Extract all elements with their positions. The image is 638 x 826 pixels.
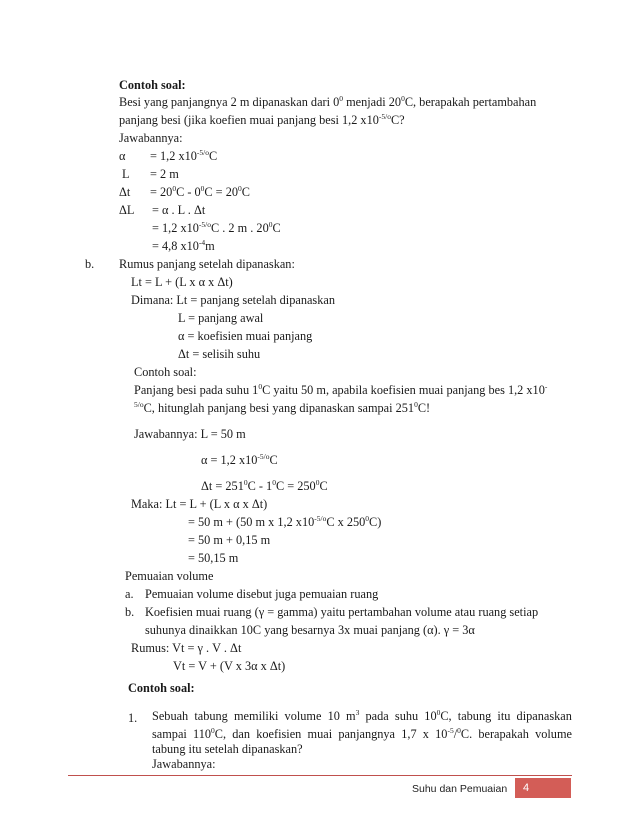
equation-line: = α . L . Δt: [152, 203, 206, 217]
list-marker: b.: [125, 605, 135, 619]
list-marker: a.: [125, 587, 134, 601]
equation-line: = 1,2 $x10^{-5/o}C$: [150, 148, 218, 163]
length-symbol: L: [122, 167, 130, 181]
formula: Vt = V + (V x 3α x Δt): [173, 659, 286, 673]
list-marker: b.: [85, 257, 95, 271]
example-heading: Contoh soal:: [134, 365, 197, 379]
definition-line: Δt = selisih suhu: [178, 347, 261, 361]
equation-line: = $20^0C - 0^0C = 20^0C$: [150, 184, 250, 199]
equation-line: = 2 m: [150, 167, 179, 181]
list-item-text: Koefisien muai ruang (γ = gamma) yaitu pertambahan volume atau ruang setiap: [145, 605, 539, 619]
problem-line: Jawabannya:: [152, 757, 216, 771]
problem-line: tabung itu setelah dipanaskan?: [152, 742, 303, 756]
equation-line: $\Delta t = 251^0C - 1^0C = 250^0C$: [201, 478, 328, 493]
formula: Lt = L + (L x α x Δt): [131, 275, 233, 289]
example-heading: Contoh soal:: [128, 681, 195, 695]
problem-line: sampai $110^0C$, dan koefisien muai panjangnya 1,7 x $10^{-5}/^0C$. berapakah volume: [152, 726, 572, 741]
equation-line: = 50,15 m: [188, 551, 239, 565]
page-number: 4: [515, 778, 571, 798]
equation-line: = 50 m + 0,15 m: [188, 533, 271, 547]
section-title: Rumus panjang setelah dipanaskan:: [119, 257, 295, 271]
alpha-symbol: α: [119, 149, 126, 163]
answer-label: Jawabannya:: [119, 131, 183, 145]
list-item-text: Pemuaian volume disebut juga pemuaian ruang: [145, 587, 379, 601]
question-line: panjang besi (jika koefien muai panjang besi 1,2 $x10^{-5/o}C$?: [119, 112, 405, 127]
footer-title: Suhu dan Pemuaian: [412, 783, 508, 795]
delta-t-symbol: Δt: [119, 185, 131, 199]
formula: Rumus: Vt = γ . V . Δt: [131, 641, 242, 655]
question-line: Besi yang panjangnya 2 m dipanaskan dari $0^0$ menjadi $20^0C$, berapakah pertambahan: [119, 94, 537, 109]
equation-line: Maka: Lt = L + (L x α x Δt): [131, 497, 268, 511]
equation-line: α = 1,2 $x10^{-5/o}C$: [201, 452, 278, 467]
section-title: Pemuaian volume: [125, 569, 214, 583]
list-marker: 1.: [128, 711, 138, 725]
definition-line: α = koefisien muai panjang: [178, 329, 313, 343]
definition-line: L = panjang awal: [178, 311, 264, 325]
list-item-text: suhunya dinaikkan 10C yang besarnya 3x muai panjang (α). γ = 3α: [145, 623, 475, 637]
footer-divider: [68, 775, 572, 776]
equation-line: = 50 m + (50 m x 1,2 $x10^{-5/o}C$ x $250^0C$): [188, 514, 382, 529]
problem-line: Sebuah tabung memiliki volume 10 $m^3$ pada suhu $10^0C$, tabung itu dipanaskan: [152, 708, 572, 723]
delta-l-symbol: ΔL: [119, 203, 135, 217]
question-line: Panjang besi pada suhu $1^0C$ yaitu 50 m, apabila koefisien muai panjang bes 1,2 x10-: [134, 382, 548, 397]
example-heading: Contoh soal:: [119, 78, 186, 92]
answer-label: Jawabannya: L = 50 m: [134, 427, 246, 441]
question-line: $^{5/o}$C, hitunglah panjang besi yang dipanaskan sampai $251^0C$!: [134, 400, 431, 415]
definition-line: Dimana: Lt = panjang setelah dipanaskan: [131, 293, 335, 307]
equation-line: = 1,2 $x10^{-5/o}C$ . 2 m . $20^0C$: [152, 220, 281, 235]
equation-line: = 4,8 $x10^{-4}m$: [152, 238, 215, 253]
